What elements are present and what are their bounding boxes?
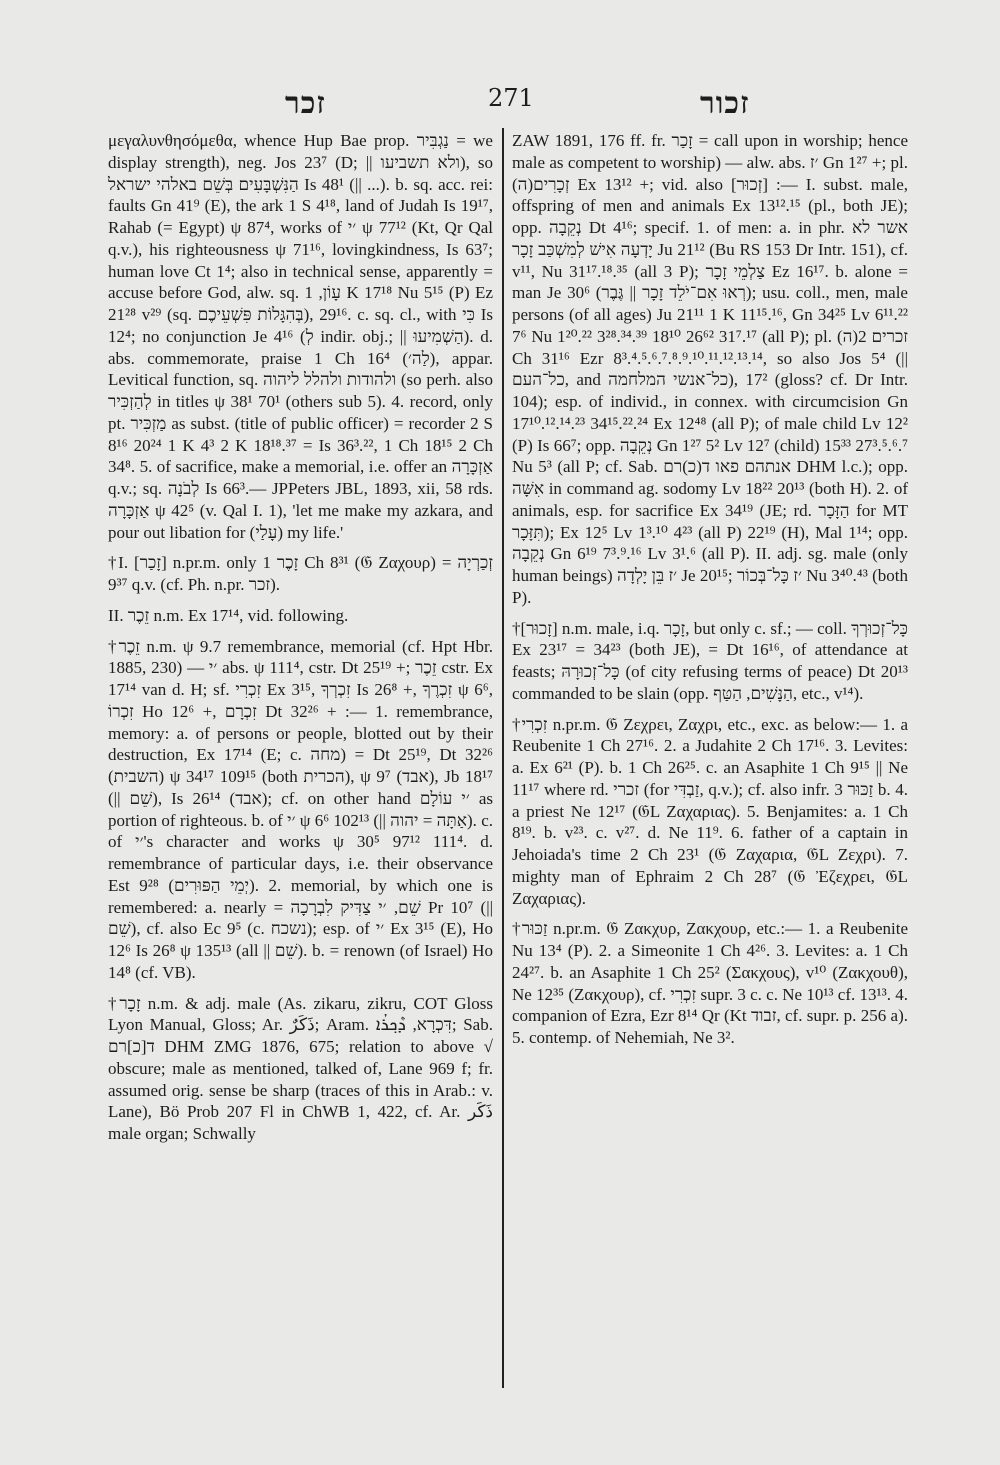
entry-paragraph: II. זֵכֶר n.m. Ex 17¹⁴, vid. following. — [108, 605, 349, 625]
headword-right: זכור — [700, 86, 750, 121]
entry-paragraph: †[זָכוּר] n.m. male, i.q. זָכָר, but only c. sf.; — coll. כָּל־זְכוּרְךָ Ex 23¹⁷ = 34²³ (both JE), = Dt 16¹⁶, of attendance at feasts; כָּל־זְכוּרָהּ (of city refusing terms of peace) Dt 20¹³ commanded to be slain (opp. הַנָּשִׁים, הַטַּף, etc., v¹⁴). — [512, 618, 908, 703]
entry-paragraph: †זִכְרִי n.pr.m. 𝔊 Ζεχρει, Ζαχρι, etc., exc. as below:— 1. a Reubenite 1 Ch 27¹⁶. 2. a Judahite 2 Ch 17¹⁶. 3. Levites: a. Ex 6²¹ (P). b. 1 Ch 26²⁵. c. an Asaphite 1 Ch 9¹⁵ || Ne 11¹⁷ where rd. זכרי (for זַבְדִּי, q.v.); cf. also infr. זַכּוּר 3 b. 4. a priest Ne 12¹⁷ (𝔊L Ζαχαριας). 5. Benjamites: a. 1 Ch 8¹⁹. b. v²³. c. v²⁷. d. Ne 11⁹. 6. father of a captain in Jehoiada's time 2 Ch 23¹ (𝔊 Ζαχαρια, 𝔊L Ζεχρι). 7. mighty man of Ephraim 2 Ch 28⁷ (𝔊 Ἐζεχρει, 𝔊L Ζαχαριας). — [512, 714, 909, 908]
entry-paragraph: †I. [זָכַר] n.pr.m. only זָכֶר 1 Ch 8³¹ (𝔊 Ζαχουρ) = זְכַרְיָה 9³⁷ q.v. (cf. Ph. n.pr. זכר). — [108, 553, 493, 594]
entry-paragraph: †זַכּוּר n.pr.m. 𝔊 Ζακχυρ, Ζακχουρ, etc.:— 1. a Reubenite Nu 13⁴ (P). 2. a Simeonite 1 Ch 4²⁶. 3. Levites: a. 1 Ch 24²⁷. b. an Asaphite 1 Ch 25² (Σακχους), v¹⁰ (Ζακχουθ), Ne 12³⁵ (Ζακχουρ), cf. זִכְרִי supr. 3 c. c. Ne 10¹³ cf. 13¹³. 4. companion of Ezra, Ezr 8¹⁴ Qr (Kt זבוד, cf. supr. p. 256 a). 5. contemp. of Nehemiah, Ne 3². — [512, 919, 908, 1047]
right-column — [512, 130, 908, 1049]
page-number: 271 — [488, 84, 534, 112]
entry-paragraph: †זֵכֶר n.m. ψ 9.7 remembrance, memorial (cf. Hpt Hbr. 1885, 230) — ׳י abs. ψ 111⁴, cstr. Dt 25¹⁹ +; זֵכֶר cstr. Ex 17¹⁴ van d. H; sf. זִכְרִי Ex 3¹⁵, זִכְרְךָ Is 26⁸ +, זִכְרֶךָ ψ 6⁶, זִכְרוֹ Ho 12⁶ +, זִכְרָם Dt 32²⁶ + :— 1. remembrance, memory: a. of persons or people, blotted out by their destruction, Ex 17¹⁴ (E; c. מחה) = Dt 25¹⁹, Dt 32²⁶ (השבית) ψ 34¹⁷ 109¹⁵ (both הכרית), ψ 9⁷ (אבד), Jb 18¹⁷ (|| שֵׁם), Is 26¹⁴ (אבד); cf. on other hand ׳י עוֹלָם as portion of righteous. b. of ׳י ψ 6⁶ 102¹³ (|| אַתָּה = יהוה). c. of ׳י's character and works ψ 30⁵ 97¹² 111⁴. d. remembrance of particular days, i.e. their observance Est 9²⁸ (יְמֵי הַפּוּרִים). 2. memorial, by which one is remembered: a. nearly = שֵׁם, ׳י צַדִּיק לִבְרָכָה Pr 10⁷ (|| שֵׁם), cf. also Ec 9⁵ (c. נשכח); esp. of ׳י Ex 3¹⁵ (E), Ho 12⁶ Is 26⁸ ψ 135¹³ (all || שֵׁם). b. = renown (of Israel) Ho 14⁸ (cf. VB). — [108, 636, 494, 982]
entry-paragraph: ZAW 1891, 176 ff. fr. זָכַר = call upon in worship; hence male as competent to worship) — alw. abs. ׳ז Gn 1²⁷ +; pl. (ה)זְכָרִים Ex 13¹² +; vid. also [זְכוּר] :— I. subst. male, offspring of men and animals Ex 13¹².¹⁵ (pl., both JE); opp. נְקֵבָה Dt 4¹⁶; specif. 1. of men: a. in phr. אשר לא יָדְעָה אִישׁ לְמִשְׁכַּב זָכָר Ju 21¹² (Bu RS 153 Dr Intr. 151), cf. v¹¹, Nu 31¹⁷.¹⁸.³⁵ (all 3 P); צַלְמֵי זָכָר Ez 16¹⁷. b. alone = man Je 30⁶ (רְאוּ אִם־יֹלֵד זָכָר || גֶּבֶר); usu. coll., men, male persons (of all ages) Ju 21¹¹ 1 K 11¹⁵.¹⁶, Gn 34²⁵ Lv 6¹¹.²² 7⁶ Nu 1²⁰.²² 3²⁸.³⁴.³⁹ 18¹⁰ 26⁶² 31⁷.¹⁷ (all P); pl. (ה)זכרים 2 Ch 31¹⁶ Ezr 8³.⁴.⁵.⁶.⁷.⁸.⁹.¹⁰.¹¹.¹².¹³.¹⁴, so also Jos 5⁴ (|| כל־העם, and כל־אנשי המלחמה), 17² (gloss? cf. Dr Intr. 104); esp. of individ., in connex. with circumcision Gn 17¹⁰.¹².¹⁴.²³ 34¹⁵.²².²⁴ Ex 12⁴⁸ (all P); of male child Lv 12² (P) Is 66⁷; opp. נְקֵבָה Gn 1²⁷ 5² Lv 12⁷ (child) 15³³ 27³.⁵.⁶.⁷ Nu 5³ (all P; cf. Sab. אנתהם פאו ד(כ)רם DHM l.c.); opp. אִשָּׁה in command ag. sodomy Lv 18²² 20¹³ (both H). 2. of animals, esp. for sacrifice Ex 34¹⁹ (JE; rd. הַזָּכָר for MT תִּזָּכָר); Ex 12⁵ Lv 1³.¹⁰ 4²³ (all P) 22¹⁹ (H), Mal 1¹⁴; opp. נְקֵבָה Gn 6¹⁹ 7³.⁹.¹⁶ Lv 3¹.⁶ (all P). II. adj. sg. male (only human beings) ׳ז בֵּן יָלְדָה Je 20¹⁵; ׳ז כָּל־בְּכוֹר Nu 3⁴⁰.⁴³ (both P). — [512, 131, 908, 607]
left-column — [108, 130, 493, 1145]
column-divider — [502, 128, 504, 1388]
entry-paragraph: μεγαλυνθησόμεθα, whence Hup Bae prop. נַגְבִּיר = we display strength), neg. Jos 23⁷ (D; || ולא תשביעו), so הַנִּשְׁבָּעִים בְּשֵׁם באלהי ישראל Is 48¹ (|| ...). b. sq. acc. rei: faults Gn 41⁹ (E), the ark 1 S 4¹⁸, land of Judah Is 19¹⁷, Rahab (= Egypt) ψ 87⁴, works of ׳י ψ 77¹² (Kt, Qr Qal q.v.), his righteousness ψ 71¹⁶, lovingkindness, Is 63⁷; human love Ct 1⁴; also in technical sense, apparently = accuse before God, alw. sq. עָוֹן, 1 K 17¹⁸ Nu 5¹⁵ (P) Ez 21²⁸ v²⁹ (sq. בְּהִגָּלוֹת פִּשְׁעֵיכֶם), 29¹⁶. c. sq. cl., with כִּי Is 12⁴; no conjunction Je 4¹⁶ (לְ indir. obj.; || הַשְׁמִיעוּ). d. abs. commemorate, praise 1 Ch 16⁴ (לַה׳), appar. Levitical function, sq. ולהודות ולהלל ליהוה (so perh. also לְהַזְכִּיר in titles ψ 38¹ 70¹ (others sub 5). 4. record, only pt. מַזְכִּיר as subst. (title of public officer) = recorder 2 S 8¹⁶ 20²⁴ 1 K 4³ 2 K 18¹⁸.³⁷ = Is 36³.²², 1 Ch 18¹⁵ 2 Ch 34⁸. 5. of sacrifice, make a memorial, i.e. offer an אַזְכָּרָה q.v.; sq. לְבֹנָה Is 66³.— JPPeters JBL, 1893, xii, 58 rds. אַזְכָּרָה ψ 42⁵ (v. Qal I. 1), 'let me make my azkara, and pour out libation for (עָלַי) my life.' — [108, 131, 494, 542]
headword-left: זכר — [285, 86, 326, 121]
entry-paragraph: †זָכָר n.m. & adj. male (As. zikaru, zikru, COT Gloss Lyon Manual, Gloss; Ar. ذَكَرٌ; Aram. דִּכְרָא, ܕܶܟ݂ܪܳܐ; Sab. ד[כ]רם DHM ZMG 1876, 675; relation to above √ obscure; male as mentioned, talked of, Lane 969 f; fr. assumed orig. sense be sharp (traces of this in Arab.: v. Lane), Bö Prob 207 Fl in ChWB 1, 422, cf. Ar. ذَكَر male organ; Schwally — [108, 993, 494, 1143]
